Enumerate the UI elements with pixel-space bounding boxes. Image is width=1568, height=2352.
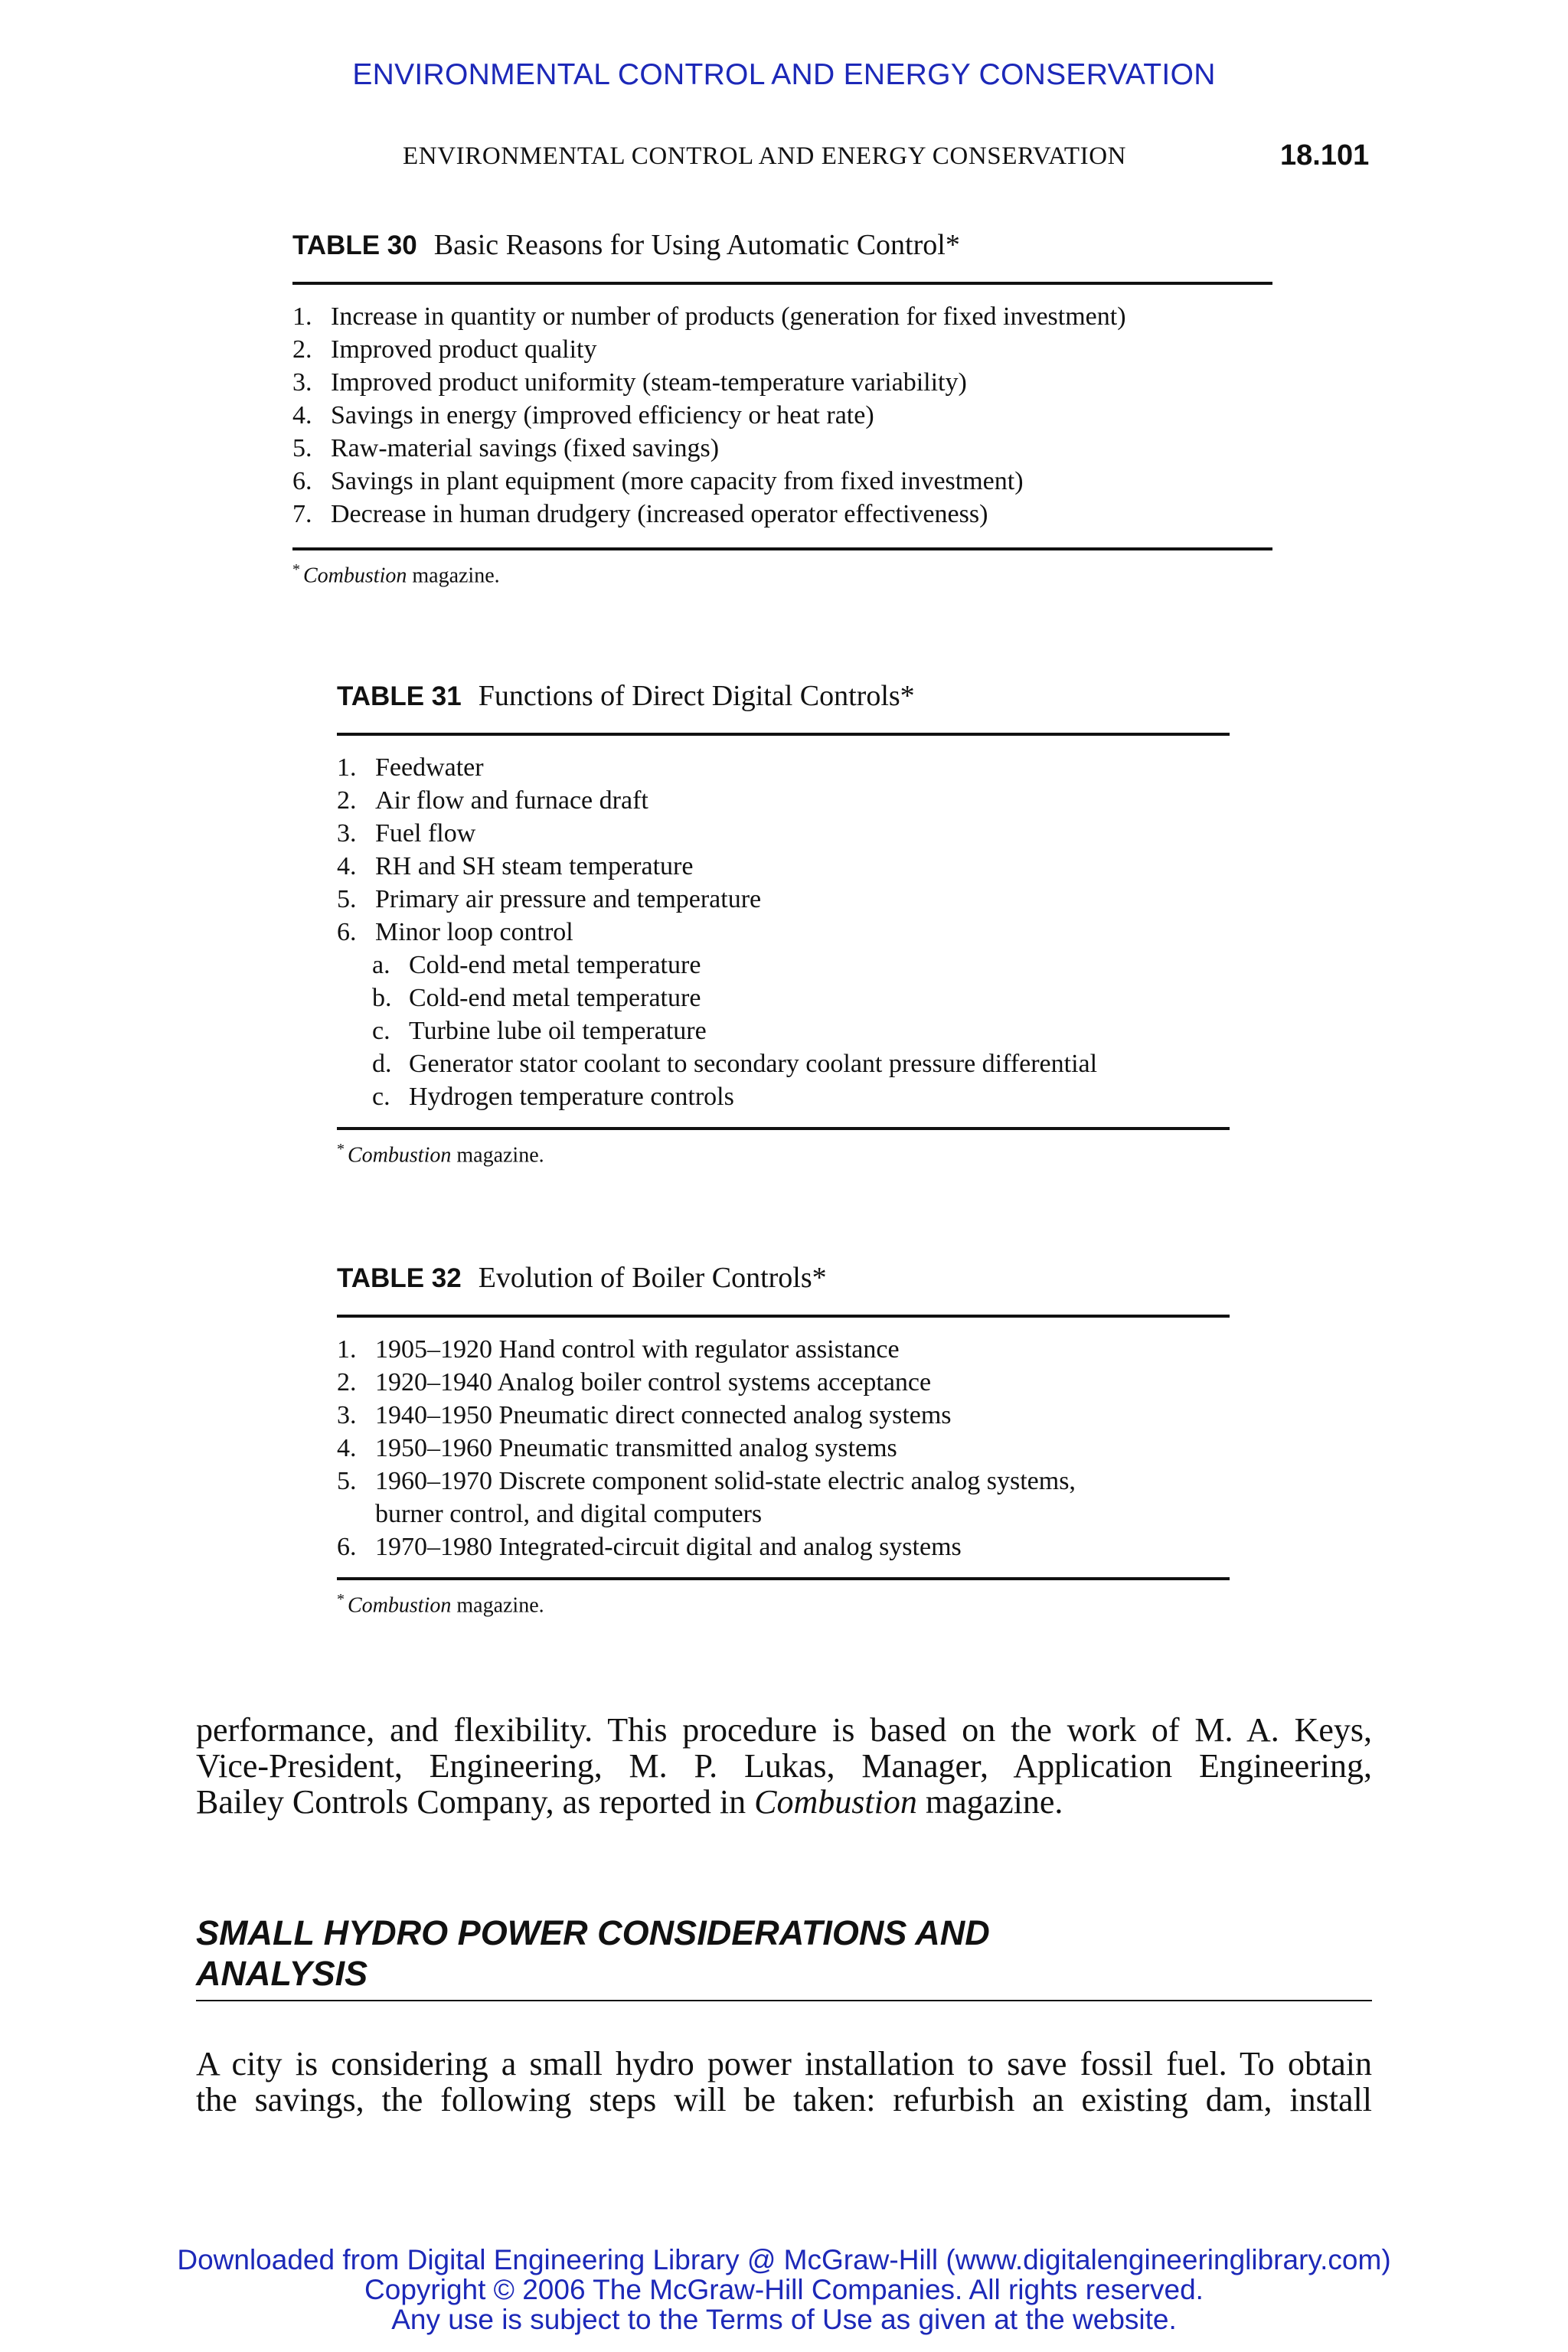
row-number: 1. [337,753,357,782]
table-rows [337,751,1230,1113]
row-text: 1950–1960 Pneumatic transmitted analog systems [375,1434,897,1462]
section-heading [196,1913,1191,1994]
paragraph-text: Bailey Controls Company, as reported in [196,1783,755,1821]
footer-download-link[interactable]: Downloaded from Digital Engineering Library @ McGraw-Hill (www.digitalengineeringlibrary.com) [177,2244,1391,2275]
footnote-mark: * [292,561,300,578]
table-row [292,498,1272,531]
row-number: 1. [292,302,312,331]
paragraph-text: magazine. [916,1783,1063,1821]
table-subrow [337,949,1230,982]
row-text: 1905–1920 Hand control with regulator assistance [375,1335,900,1364]
row-number: 3. [292,368,312,397]
row-number: 4. [292,401,312,430]
row-text: Minor loop control [375,918,573,946]
section-heading-line: ANALYSIS [196,1954,368,1993]
row-number: 2. [337,786,357,815]
row-text: Decrease in human drudgery (increased operator effectiveness) [331,500,988,528]
table-top-rule [337,1315,1230,1318]
table-bottom-rule [292,547,1272,550]
footnote-source: Combustion [303,564,407,588]
row-number: c. [372,1083,390,1111]
table-row [292,465,1272,498]
row-text: Improved product uniformity (steam-temperature variability) [331,368,967,397]
paragraph-line: the savings, the following steps will be taken: refurbish an existing dam, install [196,2081,1372,2118]
row-number: 6. [292,467,312,495]
row-number: 6. [337,1533,357,1561]
row-text: Increase in quantity or number of products (generation for fixed investment) [331,302,1126,331]
table-row-continuation [337,1498,1230,1530]
table-top-rule [292,282,1272,285]
table-label: TABLE 30 [292,230,417,260]
table-top-rule [337,733,1230,736]
site-banner[interactable]: ENVIRONMENTAL CONTROL AND ENERGY CONSERVATION [352,58,1216,91]
table-label: TABLE 31 [337,681,462,711]
table-caption [292,228,1272,262]
table-title: Basic Reasons for Using Automatic Control* [433,229,960,261]
row-text: 1960–1970 Discrete component solid-state electric analog systems, [375,1467,1076,1495]
paragraph-line: Vice-President, Engineering, M. P. Lukas, Manager, Application Engineering, [196,1747,1372,1785]
row-number: 2. [292,335,312,364]
row-number: c. [372,1017,390,1045]
table-row [337,1432,1230,1465]
row-number: 1. [337,1335,357,1364]
table-30 [292,228,1272,588]
footer-copyright: Copyright © 2006 The McGraw-Hill Companies. All rights reserved. [364,2274,1204,2305]
table-row [337,817,1230,850]
row-text: Fuel flow [375,819,476,848]
paragraph-line: A city is considering a small hydro power installation to save fossil fuel. To obtain [196,2045,1372,2082]
footnote-mark: * [337,1591,345,1608]
row-text: Air flow and furnace draft [375,786,648,815]
row-text: burner control, and digital computers [375,1500,763,1528]
row-text: Savings in plant equipment (more capacity from fixed investment) [331,467,1024,495]
row-text: Cold-end metal temperature [409,984,701,1012]
footnote-rest: magazine. [451,1143,544,1168]
row-number: 4. [337,1434,357,1462]
row-text: Generator stator coolant to secondary coolant pressure differential [409,1050,1098,1078]
row-number: 3. [337,819,357,848]
table-caption [337,1261,1230,1295]
table-row [337,1399,1230,1432]
table-subrow [337,1047,1230,1080]
table-row [337,1530,1230,1563]
footnote-rest: magazine. [407,564,500,588]
row-text: Hydrogen temperature controls [409,1083,734,1111]
table-rows [292,300,1272,531]
table-32 [337,1261,1230,1618]
paragraph-italic: Combustion [754,1783,917,1821]
body-paragraph [196,1712,1372,1820]
section-heading-line: SMALL HYDRO POWER CONSIDERATIONS AND [196,1913,990,1952]
table-footnote [292,561,1272,588]
row-text: 1940–1950 Pneumatic direct connected analog systems [375,1401,952,1429]
section-rule [196,2000,1372,2001]
running-head: ENVIRONMENTAL CONTROL AND ENERGY CONSERVATION [403,142,1127,170]
footnote-source: Combustion [348,1593,452,1618]
table-title: Evolution of Boiler Controls* [478,1262,827,1294]
row-text: Feedwater [375,753,484,782]
row-number: a. [372,951,390,979]
table-row [292,366,1272,399]
row-number: 5. [337,885,357,913]
table-subrow [337,1014,1230,1047]
table-label: TABLE 32 [337,1263,462,1293]
row-text: Raw-material savings (fixed savings) [331,434,720,462]
row-text: Turbine lube oil temperature [409,1017,707,1045]
table-row [292,300,1272,333]
footnote-rest: magazine. [451,1593,544,1618]
table-bottom-rule [337,1127,1230,1130]
row-number: 5. [292,434,312,462]
row-text: Improved product quality [331,335,597,364]
row-number: 4. [337,852,357,880]
table-row [292,333,1272,366]
download-footer[interactable] [0,2245,1568,2334]
row-text: 1970–1980 Integrated-circuit digital and analog systems [375,1533,962,1561]
row-number: 6. [337,918,357,946]
row-number: 3. [337,1401,357,1429]
row-text: 1920–1940 Analog boiler control systems acceptance [375,1368,932,1396]
page-number: 18.101 [1280,139,1370,172]
row-number: 7. [292,500,312,528]
table-bottom-rule [337,1577,1230,1580]
table-row [337,1366,1230,1399]
table-title: Functions of Direct Digital Controls* [478,680,915,712]
table-footnote [337,1141,1230,1168]
row-number: b. [372,984,392,1012]
table-row [337,850,1230,883]
table-row [337,1465,1230,1498]
table-row [337,916,1230,949]
table-row [337,1333,1230,1366]
table-rows [337,1333,1230,1563]
table-row [337,751,1230,784]
table-caption [337,679,1230,713]
table-subrow [337,1080,1230,1113]
row-number: 5. [337,1467,357,1495]
footer-terms[interactable]: Any use is subject to the Terms of Use as given at the website. [391,2304,1177,2335]
paragraph-line [196,1784,1372,1820]
row-number: 2. [337,1368,357,1396]
row-text: Primary air pressure and temperature [375,885,762,913]
row-text: Cold-end metal temperature [409,951,701,979]
footnote-mark: * [337,1141,345,1158]
table-row [292,432,1272,465]
table-row [337,784,1230,817]
table-row [337,883,1230,916]
table-row [292,399,1272,432]
table-31 [337,679,1230,1168]
footnote-source: Combustion [348,1143,452,1168]
row-number: d. [372,1050,392,1078]
table-subrow [337,982,1230,1014]
body-paragraph [196,2046,1372,2118]
row-text: RH and SH steam temperature [375,852,694,880]
paragraph-line: performance, and flexibility. This procedure is based on the work of M. A. Keys, [196,1711,1372,1749]
row-number [337,1498,375,1530]
table-footnote [337,1591,1230,1618]
row-text: Savings in energy (improved efficiency or heat rate) [331,401,874,430]
